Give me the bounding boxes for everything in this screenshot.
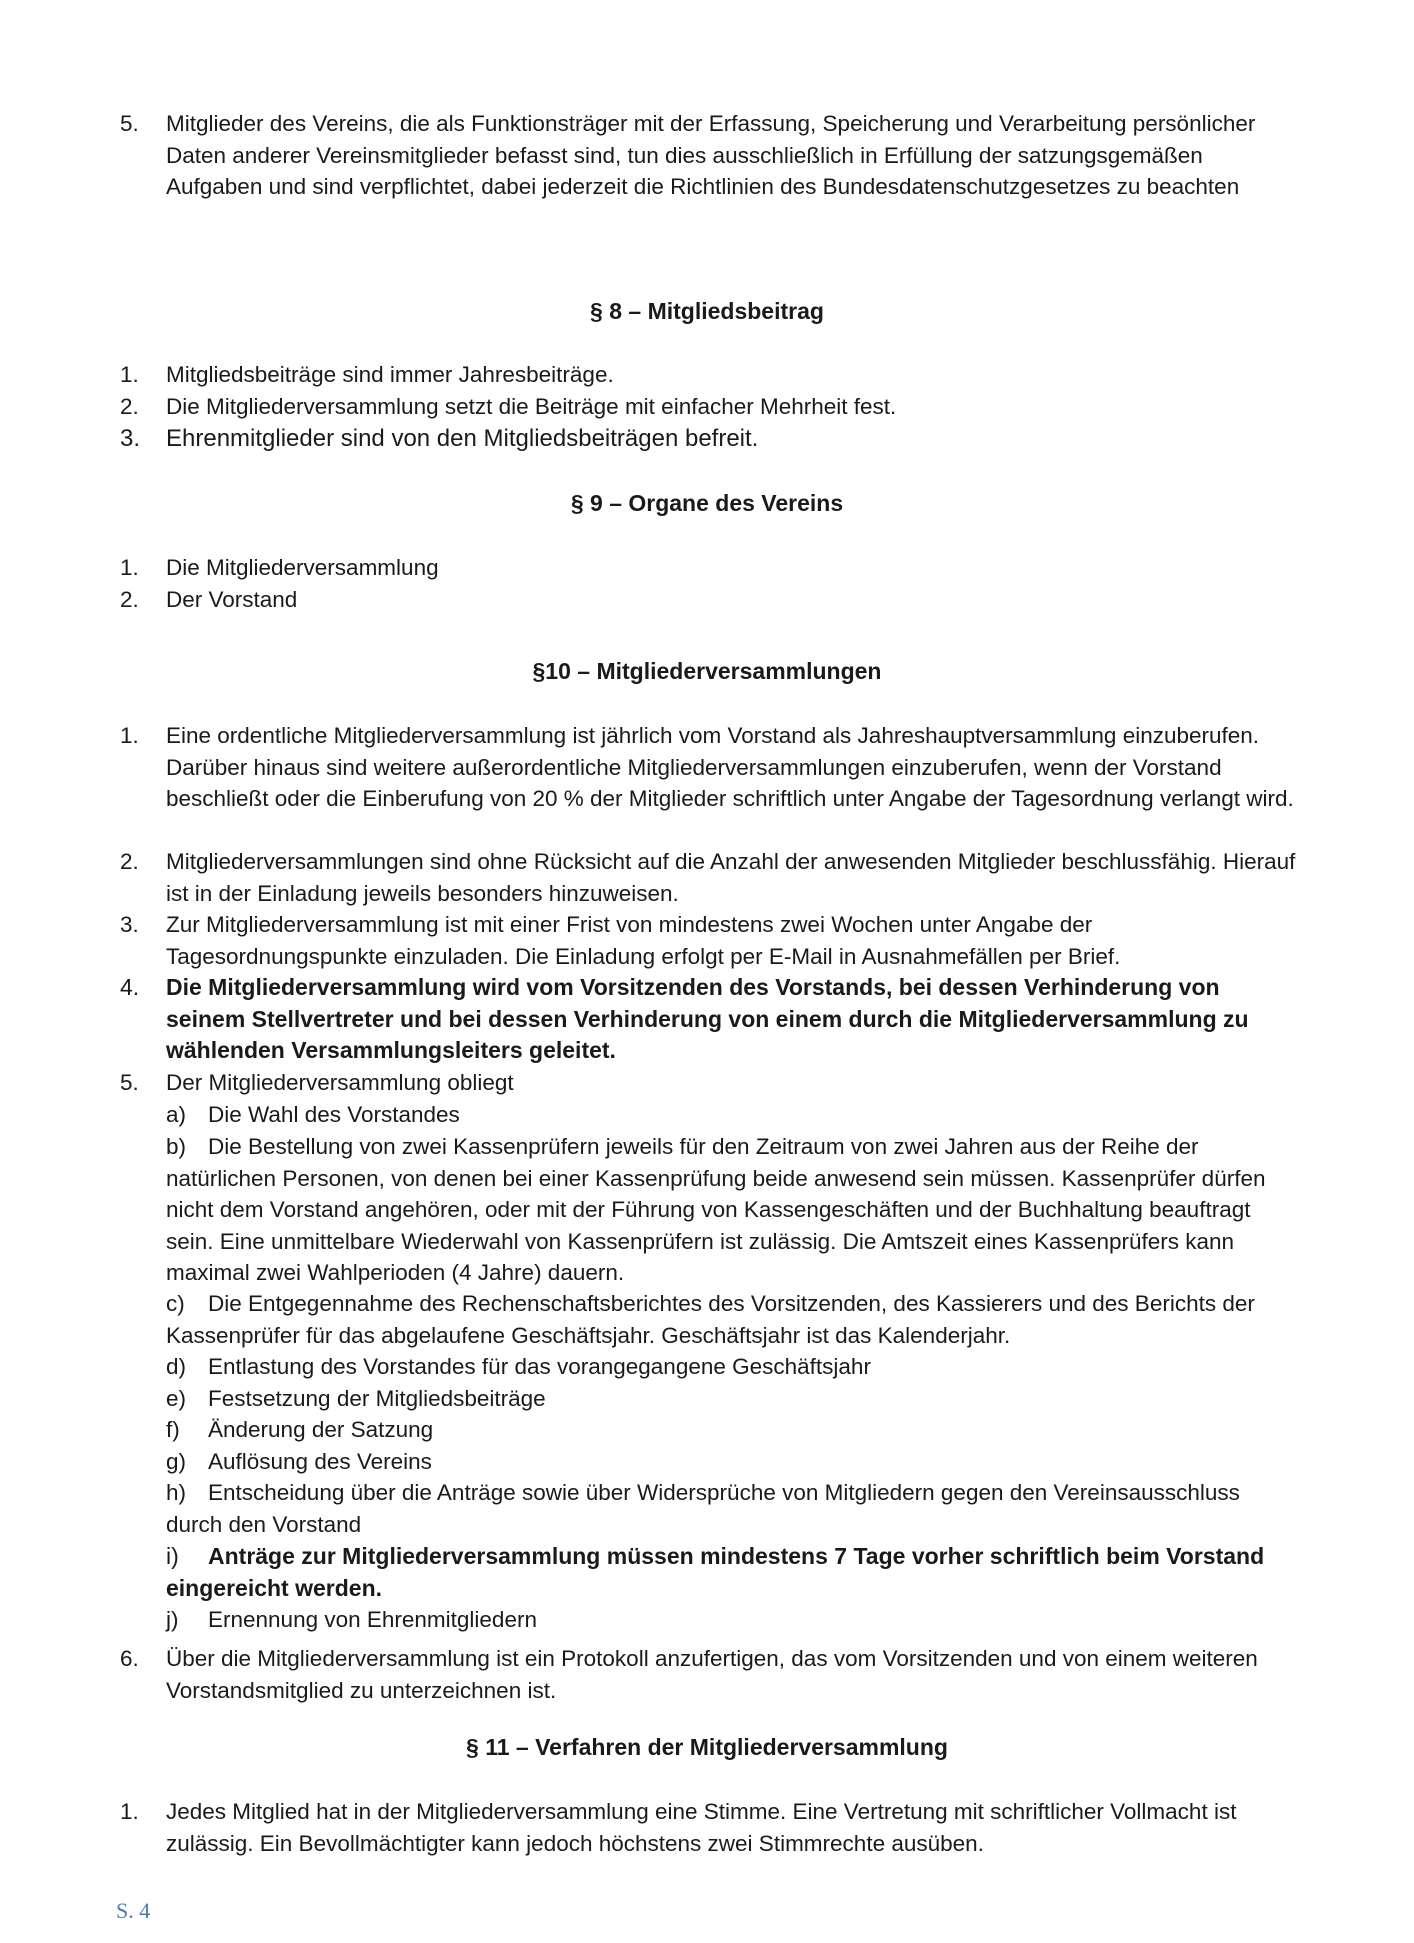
- item-text: Mitgliedsbeiträge sind immer Jahresbeiträge.: [166, 362, 614, 387]
- sub-item-text: Ernennung von Ehrenmitgliedern: [208, 1607, 537, 1632]
- list-item: [120, 423, 1300, 455]
- list-item: [120, 1796, 1300, 1859]
- item-text: Mitgliederversammlungen sind ohne Rücksicht auf die Anzahl der anwesenden Mitglieder beschlussfähig. Hierauf ist in der Einladung jeweils besonders hinzuweisen.: [166, 849, 1296, 906]
- list-item: [120, 909, 1300, 972]
- sub-item-text: Die Wahl des Vorstandes: [208, 1102, 460, 1127]
- item-number: 1.: [120, 723, 139, 748]
- sub-list-item: [166, 1604, 1300, 1636]
- list-item: [120, 1643, 1300, 1706]
- item-number: 1.: [120, 555, 139, 580]
- section-heading: § 11 – Verfahren der Mitgliederversammlung: [466, 1734, 948, 1760]
- sub-item-letter: c): [166, 1291, 185, 1316]
- sub-item-text: Auflösung des Vereins: [208, 1449, 432, 1474]
- sub-list-item: [166, 1288, 1300, 1351]
- item-number: 5.: [120, 1070, 139, 1095]
- sub-item-letter: a): [166, 1102, 187, 1127]
- item-text: Eine ordentliche Mitgliederversammlung ist jährlich vom Vorstand als Jahreshauptversammlung einzuberufen. Darüber hinaus sind weitere außerordentliche Mitgliederversammlungen einzuberufen, wenn der Vorstand beschließt oder die Einberufung von 20 % der Mitglieder schriftlich unter Angabe der Tagesordnung verlangt wird.: [166, 723, 1294, 811]
- sub-list-item: [166, 1414, 1300, 1446]
- item-text: Über die Mitgliederversammlung ist ein Protokoll anzufertigen, das vom Vorsitzenden und von einem weiteren Vorstandsmitglied zu unterzeichnen ist.: [166, 1646, 1258, 1703]
- sub-list-item: [166, 1477, 1300, 1540]
- item-number: 5.: [120, 111, 139, 136]
- item-number: 1.: [120, 1799, 139, 1824]
- list-item: [120, 972, 1300, 1067]
- item-text: Der Mitgliederversammlung obliegt: [166, 1070, 514, 1095]
- item-text: Die Mitgliederversammlung: [166, 555, 439, 580]
- sub-item-letter: i): [166, 1543, 179, 1569]
- item-text: Die Mitgliederversammlung setzt die Beiträge mit einfacher Mehrheit fest.: [166, 394, 897, 419]
- item-number: 4.: [120, 974, 140, 1000]
- item-number: 3.: [120, 912, 139, 937]
- item-number: 2.: [120, 587, 139, 612]
- list-item: [120, 552, 1300, 584]
- sub-item-text: Festsetzung der Mitgliedsbeiträge: [208, 1386, 546, 1411]
- sub-item-text: Entlastung des Vorstandes für das vorangegangene Geschäftsjahr: [208, 1354, 871, 1379]
- section-heading: § 8 – Mitgliedsbeitrag: [590, 298, 824, 324]
- item-text: Der Vorstand: [166, 587, 298, 612]
- item-text: Die Mitgliederversammlung wird vom Vorsitzenden des Vorstands, bei dessen Verhinderung von seinem Stellvertreter und bei dessen Verhinderung von einem durch die Mitgliederversammlung zu wählenden Versammlungsleiters geleitet.: [166, 974, 1249, 1063]
- sub-item-text: Die Entgegennahme des Rechenschaftsberichtes des Vorsitzenden, des Kassierers und des Berichts der Kassenprüfer für das abgelaufene Geschäftsjahr. Geschäftsjahr ist das Kalenderjahr.: [166, 1291, 1255, 1348]
- sub-item-letter: b): [166, 1134, 187, 1159]
- list-item: [120, 720, 1300, 815]
- item-text: Ehrenmitglieder sind von den Mitgliedsbeiträgen befreit.: [166, 425, 759, 452]
- item-text: Zur Mitgliederversammlung ist mit einer Frist von mindestens zwei Wochen unter Angabe der Tagesordnungspunkte einzuladen. Die Einladung erfolgt per E-Mail in Ausnahmefällen per Brief.: [166, 912, 1121, 969]
- sub-item-letter: e): [166, 1386, 187, 1411]
- item-text: Mitglieder des Vereins, die als Funktionsträger mit der Erfassung, Speicherung und Verarbeitung persönlicher Daten anderer Vereinsmitglieder befasst sind, tun dies ausschließlich in Erfüllung der satzungsgemäßen Aufgaben und sind verpflichtet, dabei jederzeit die Richtlinien des Bundesdatenschutzgesetzes zu beachten: [166, 111, 1256, 199]
- sub-item-text: Die Bestellung von zwei Kassenprüfern jeweils für den Zeitraum von zwei Jahren aus der Reihe der natürlichen Personen, von denen bei einer Kassenprüfung beide anwesend sein müssen. Kassenprüfer dürfen nicht dem Vorstand angehören, oder mit der Führung von Kassengeschäften und der Buchhaltung beauftragt sein. Eine unmittelbare Wiederwahl von Kassenprüfern ist zulässig. Die Amtszeit eines Kassenprüfers kann maximal zwei Wahlperioden (4 Jahre) dauern.: [166, 1134, 1266, 1285]
- sub-item-text: Änderung der Satzung: [208, 1417, 434, 1442]
- sub-item-letter: g): [166, 1449, 187, 1474]
- sub-item-letter: h): [166, 1480, 187, 1505]
- sub-list-item: [166, 1383, 1300, 1415]
- item-number: 2.: [120, 849, 139, 874]
- sub-list-item: [166, 1351, 1300, 1383]
- sub-list-item: [166, 1131, 1300, 1289]
- sub-list-item: [166, 1446, 1300, 1478]
- item-number: 2.: [120, 394, 139, 419]
- list-item: [120, 108, 1300, 203]
- sub-item-letter: f): [166, 1417, 180, 1442]
- sub-item-letter: j): [166, 1607, 179, 1632]
- sub-list-item: [166, 1099, 1300, 1131]
- sub-item-text: Anträge zur Mitgliederversammlung müssen mindestens 7 Tage vorher schriftlich beim Vorstand eingereicht werden.: [166, 1543, 1265, 1601]
- list-item: [120, 359, 1300, 391]
- section-heading: § 9 – Organe des Vereins: [570, 490, 844, 516]
- item-number: 1.: [120, 362, 139, 387]
- list-item: [120, 391, 1300, 423]
- item-text: Jedes Mitglied hat in der Mitgliederversammlung eine Stimme. Eine Vertretung mit schriftlicher Vollmacht ist zulässig. Ein Bevollmächtigter kann jedoch höchstens zwei Stimmrechte ausüben.: [166, 1799, 1237, 1856]
- list-item: [120, 584, 1300, 616]
- sub-item-letter: d): [166, 1354, 187, 1379]
- page-number: S. 4: [116, 1898, 151, 1923]
- sub-list-item: [166, 1541, 1300, 1604]
- item-number: 3.: [120, 425, 141, 452]
- section-heading: §10 – Mitgliederversammlungen: [532, 658, 882, 684]
- sub-item-text: Entscheidung über die Anträge sowie über Widersprüche von Mitgliedern gegen den Vereinsausschluss durch den Vorstand: [166, 1480, 1240, 1537]
- item-number: 6.: [120, 1646, 139, 1671]
- list-item: [120, 846, 1300, 909]
- list-item: [120, 1067, 1300, 1099]
